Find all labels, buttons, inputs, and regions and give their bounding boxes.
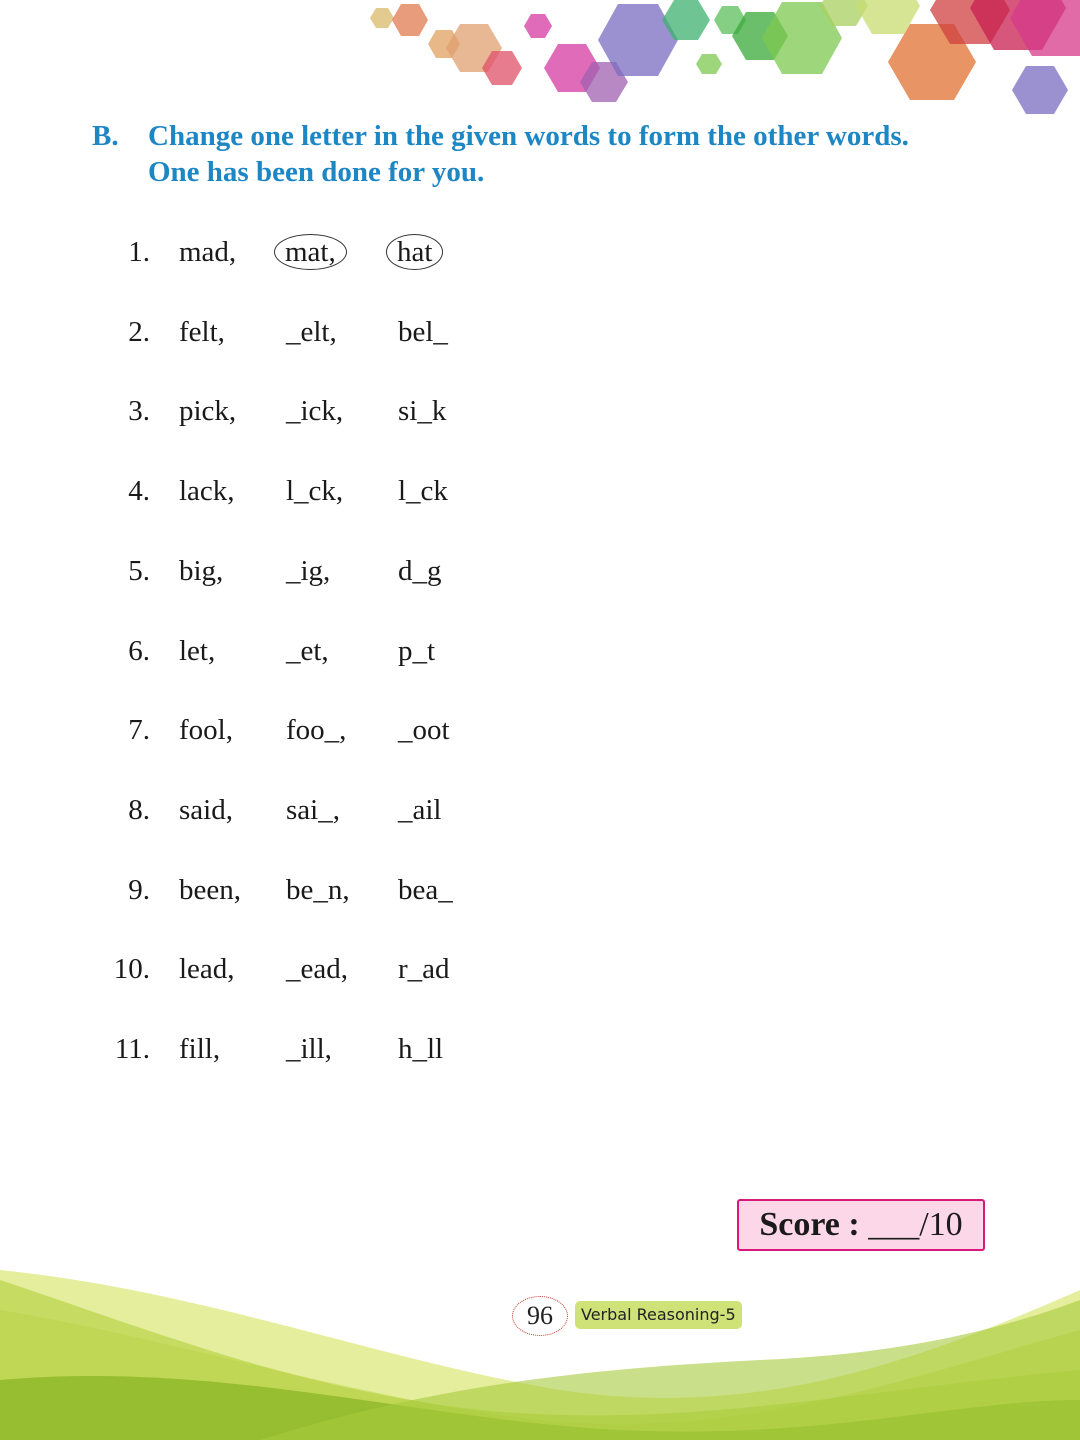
instruction-line-1: Change one letter in the given words to form the other words. [148, 120, 909, 152]
blank-word-1: foo_, [286, 714, 347, 746]
decorative-hexagons [0, 0, 1080, 130]
given-word: fill, [179, 1033, 221, 1065]
exercise-instruction [92, 118, 1032, 190]
answer-word-circled: hat [386, 234, 443, 270]
exercise-row [0, 949, 1080, 989]
blank-word-2: _oot [398, 714, 450, 746]
item-number: 2. [128, 316, 150, 348]
blank-word-1: _ill, [286, 1033, 332, 1065]
blank-word-2: l_ck [398, 475, 448, 507]
exercise-row [0, 710, 1080, 750]
blank-word-2: bel_ [398, 316, 448, 348]
item-number: 8. [128, 794, 150, 826]
blank-word-1: be_n, [286, 874, 350, 906]
item-number: 5. [128, 555, 150, 587]
blank-word-1: _et, [286, 635, 329, 667]
section-letter: B. [92, 120, 119, 152]
given-word: been, [179, 874, 241, 906]
blank-word-1: _ead, [286, 953, 348, 985]
given-word: lead, [179, 953, 235, 985]
given-word: fool, [179, 714, 233, 746]
given-word: felt, [179, 316, 225, 348]
item-number: 6. [128, 635, 150, 667]
exercise-row [0, 232, 1080, 272]
blank-word-1: sai_, [286, 794, 340, 826]
score-box [737, 1199, 985, 1251]
item-number: 4. [128, 475, 150, 507]
item-number: 1. [128, 236, 150, 268]
item-number: 7. [128, 714, 150, 746]
exercise-row [0, 551, 1080, 591]
given-word: let, [179, 635, 216, 667]
given-word: big, [179, 555, 224, 587]
blank-word-2: h_ll [398, 1033, 444, 1065]
page-number: 96 [512, 1296, 568, 1336]
given-word: pick, [179, 395, 237, 427]
blank-word-2: p_t [398, 635, 436, 667]
exercise-row [0, 790, 1080, 830]
blank-word-2: bea_ [398, 874, 453, 906]
item-number: 10. [113, 953, 150, 985]
blank-word-2: r_ad [398, 953, 450, 985]
blank-word-2: _ail [398, 794, 442, 826]
given-word: said, [179, 794, 233, 826]
exercise-row [0, 870, 1080, 910]
answer-word-circled: mat, [274, 234, 347, 270]
score-label: Score : [759, 1206, 860, 1243]
instruction-line-2: One has been done for you. [148, 156, 485, 188]
item-number: 9. [128, 874, 150, 906]
exercise-row [0, 391, 1080, 431]
item-number: 11. [114, 1033, 150, 1065]
given-word: mad, [179, 236, 237, 268]
book-title-tag: Verbal Reasoning-5 [575, 1301, 742, 1329]
exercise-row [0, 631, 1080, 671]
blank-word-1: _elt, [286, 316, 337, 348]
item-number: 3. [128, 395, 150, 427]
exercise-row [0, 471, 1080, 511]
given-word: lack, [179, 475, 235, 507]
blank-word-1: _ig, [286, 555, 331, 587]
exercise-row [0, 1029, 1080, 1069]
score-value: ___/10 [868, 1206, 963, 1243]
exercise-row [0, 312, 1080, 352]
blank-word-2: si_k [398, 395, 447, 427]
blank-word-1: _ick, [286, 395, 344, 427]
blank-word-2: d_g [398, 555, 442, 587]
blank-word-1: l_ck, [286, 475, 344, 507]
